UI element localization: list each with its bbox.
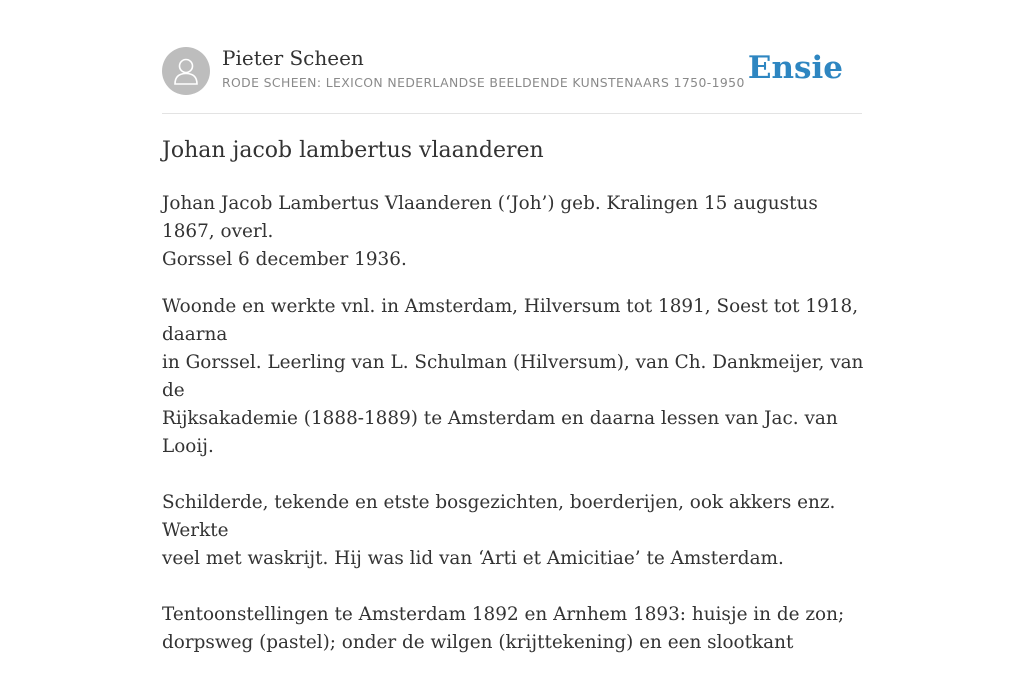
source-name[interactable]: RODE SCHEEN: LEXICON NEDERLANDSE BEELDENDE KUNSTENAARS 1750-1950: [222, 75, 745, 90]
article-paragraph: Tentoonstellingen te Amsterdam 1892 en Arnhem 1893: huisje in de zon; dorpsweg (pastel); onder de wilgen (krijttekening) en een slootkant: [162, 604, 845, 653]
header-divider: [162, 113, 862, 114]
brand-logo[interactable]: Ensie: [747, 50, 843, 86]
article-paragraph: Johan Jacob Lambertus Vlaanderen (‘Joh’) geb. Kralingen 15 augustus 1867, overl. Gorssel 6 december 1936.: [162, 193, 818, 270]
article-body: [162, 190, 870, 676]
header: [162, 46, 862, 96]
author-name[interactable]: Pieter Scheen: [222, 46, 364, 70]
avatar[interactable]: [162, 47, 210, 95]
article-paragraph: Schilderde, tekende en etste bosgezichten, boerderijen, ook akkers enz. Werkte veel met waskrijt. Hij was lid van ‘Arti et Amicitiae’ te Amsterdam.: [162, 492, 836, 569]
page-title: Johan jacob lambertus vlaanderen: [162, 138, 544, 163]
user-icon: [172, 56, 200, 86]
article-paragraph: Woonde en werkte vnl. in Amsterdam, Hilversum tot 1891, Soest tot 1918, daarna in Gorssel. Leerling van L. Schulman (Hilversum), van Ch. Dankmeijer, van de Rijksakademie (1888-1889) te Amsterdam en daarna lessen van Jac. van Looij.: [162, 296, 864, 457]
